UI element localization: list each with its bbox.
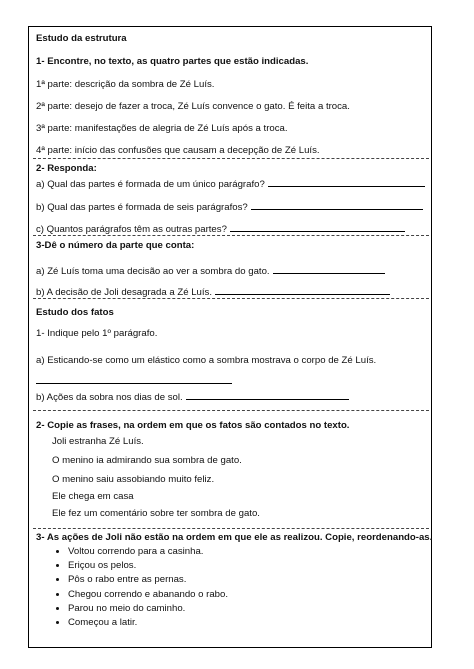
question-2c [36,222,405,236]
list-item: • Chegou correndo e abanando o rabo. [68,588,228,602]
fatos-question-b-text: b) Ações da sobra nos dias de sol. [36,392,183,403]
question-3b-text: b) A decisão de Joli desagrada a Zé Luís. [36,287,212,298]
list-item: • Parou no meio do caminho. [68,602,228,616]
divider [33,410,429,411]
copie-title: 2- Copie as frases, na ordem em que os fatos são contados no texto. [36,420,350,431]
section-title-estrutura: Estudo da estrutura [36,33,127,44]
section-title-de-numero: 3-Dê o número da parte que conta: [36,240,195,251]
question-3a [36,264,385,278]
question-2a-text: a) Qual das partes é formada de um único parágrafo? [36,179,265,190]
copie-line-5: Ele fez um comentário sobre ter sombra de gato. [52,508,260,519]
copie-line-3: O menino saiu assobiando muito feliz. [52,474,215,485]
acoes-title: 3- As ações de Joli não estão na ordem em que ele as realizou. Copie, reordenando-as. [36,532,433,543]
list-item: • Começou a latir. [68,616,228,630]
list-item: • Pôs o rabo entre as pernas. [68,573,228,587]
question-2b [36,200,423,214]
answer-line-2b[interactable] [251,200,423,210]
part-1: 1ª parte: descrição da sombra de Zé Luís. [36,79,215,90]
fatos-question-1: 1- Indique pelo 1º parágrafo. [36,328,158,339]
divider [33,298,429,299]
part-4: 4ª parte: início das confusões que causam a decepção de Zé Luís. [36,145,320,156]
answer-line-3b[interactable] [215,285,390,295]
copie-line-1: Joli estranha Zé Luís. [52,436,144,447]
copie-line-2: O menino ia admirando sua sombra de gato. [52,455,242,466]
answer-line-2c[interactable] [230,222,405,232]
section-title-fatos: Estudo dos fatos [36,307,114,318]
part-2: 2ª parte: desejo de fazer a troca, Zé Luís convence o gato. É feita a troca. [36,101,350,112]
answer-line-fatos-a[interactable] [36,374,232,384]
copie-line-4: Ele chega em casa [52,491,134,502]
question-3b [36,285,390,299]
answer-line-fatos-b[interactable] [186,390,349,400]
question-1: 1- Encontre, no texto, as quatro partes que estão indicadas. [36,56,309,67]
section-title-responda: 2- Responda: [36,163,97,174]
question-2c-text: c) Quantos parágrafos têm as outras partes? [36,224,227,235]
list-item: • Voltou correndo para a casinha. [68,545,228,559]
divider [33,528,429,529]
divider [33,158,429,159]
fatos-question-b [36,390,349,404]
answer-line-3a[interactable] [273,264,385,274]
divider [33,235,429,236]
list-item: • Eriçou os pelos. [68,559,228,573]
question-3a-text: a) Zé Luís toma uma decisão ao ver a sombra do gato. [36,266,270,277]
part-3: 3ª parte: manifestações de alegria de Zé Luís após a troca. [36,123,288,134]
answer-line-2a[interactable] [268,177,425,187]
acoes-list [52,545,228,630]
fatos-question-a: a) Esticando-se como um elástico como a sombra mostrava o corpo de Zé Luís. [36,355,377,366]
fatos-answer-a [36,374,232,388]
question-2a [36,177,425,191]
question-2b-text: b) Qual das partes é formada de seis parágrafos? [36,202,248,213]
